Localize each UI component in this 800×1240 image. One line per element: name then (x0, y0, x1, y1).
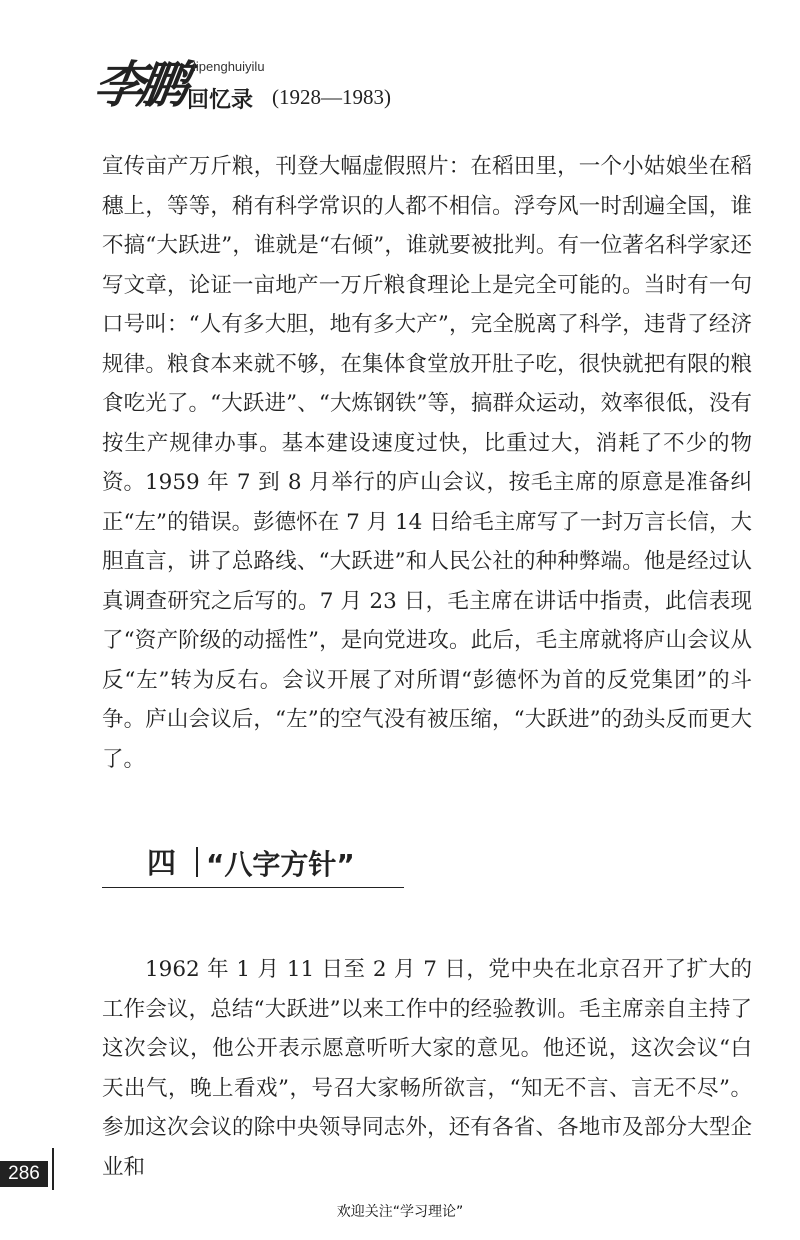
section-divider (196, 847, 198, 877)
header-subtitle: 回忆录 (187, 88, 254, 113)
footer-note: 欢迎关注“学习理论” (336, 1204, 464, 1220)
paragraph: 1959 年 7 到 8 月举行的庐山会议，按毛主席的原意是准备纠正“左”的错误。彭德怀在 7 月 14 日给毛主席写了一封万言长信，大胆直言，讲了总路线、“大跃进”和人民公社的种种弊端。他是经过认真调查研究之后写的。7 月 23 日，毛主席在讲话中指责，此信表现了“资产阶级的动摇性”，是向党进攻。此后，毛主席就将庐山会议从反“左”转为反右。会议开展了对所谓“彭德怀为首的反党集团”的斗争。庐山会议后，“左”的空气没有被压缩，“大跃进”的劲头反而更大了。 (102, 470, 752, 772)
section-heading (102, 835, 404, 888)
header-years: (1928—1983) (272, 85, 391, 109)
section-title: “八字方针” (206, 848, 355, 881)
page-number: 286 (0, 1161, 48, 1187)
header-pinyin: lipenghuiyilu (193, 59, 265, 74)
paragraph: 1962 年 1 月 11 日至 2 月 7 日，党中央在北京召开了扩大的工作会议，总结“大跃进”以来工作中的经验教训。毛主席亲自主持了这次会议，他公开表示愿意听听大家的意见。他还说，这次会议“白天出气，晚上看戏”，号召大家畅所欲言，“知无不言、言无不尽”。参加这次会议的除中央领导同志外，还有各省、各地市及部分大型企业和 (102, 957, 752, 1180)
calligraphy-title: 李鹏 (90, 55, 187, 114)
page-number-rule (52, 1148, 54, 1190)
running-header (90, 45, 715, 125)
section-number: 四 (147, 846, 177, 880)
paragraph: 宣传亩产万斤粮，刊登大幅虚假照片：在稻田里，一个小姑娘坐在稻穗上，等等，稍有科学常识的人都不相信。浮夸风一时刮遍全国，谁不搞“大跃进”，谁就是“右倾”，谁就要被批判。有一位著名科学家还写文章，论证一亩地产一万斤粮食理论上是完全可能的。当时有一句口号叫：“人有多大胆，地有多大产”，完全脱离了科学，违背了经济规律。粮食本来就不够，在集体食堂放开肚子吃，很快就把有限的粮食吃光了。“大跃进”、“大炼钢铁”等，搞群众运动，效率很低，没有按生产规律办事。基本建设速度过快，比重过大，消耗了不少的物资。 (102, 154, 752, 495)
